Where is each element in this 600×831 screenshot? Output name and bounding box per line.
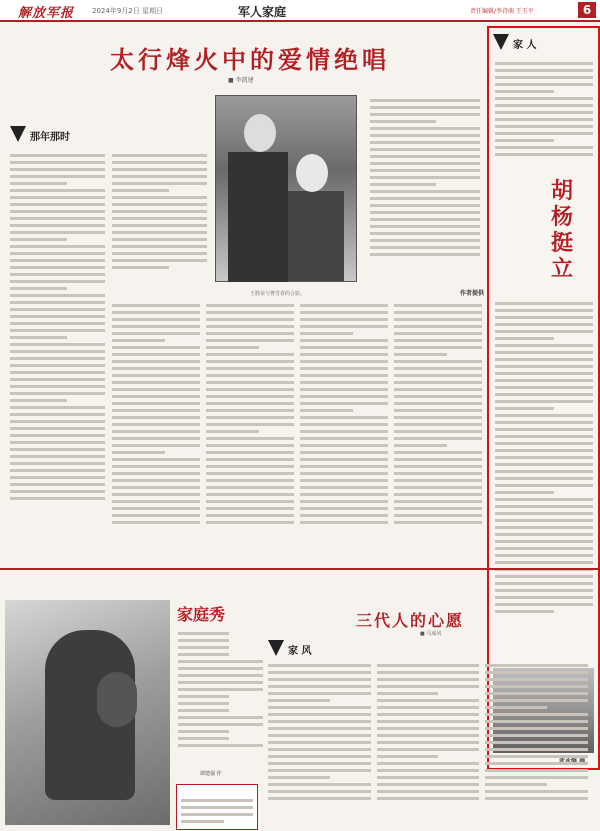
inset-box xyxy=(176,784,258,830)
page-number: 6 xyxy=(578,2,596,18)
family-photo xyxy=(5,600,170,825)
text-column-3 xyxy=(370,95,480,285)
article-title: 太行烽火中的爱情绝唱 xyxy=(110,45,390,74)
family-column-box xyxy=(487,26,600,770)
box-text-bottom xyxy=(495,298,593,658)
poem-author: 谭建强 作 xyxy=(200,771,222,777)
section-mark-icon xyxy=(268,640,284,656)
couple-photo xyxy=(215,95,357,282)
section-mark-icon xyxy=(10,126,26,142)
newspaper-masthead: 解放军报 xyxy=(18,6,75,21)
photo-caption: 王胜荣与曹雪春的合影。 xyxy=(250,291,306,297)
section-mark-icon xyxy=(493,34,509,50)
box-heading: 家 人 xyxy=(513,40,537,51)
family-show-title: 家庭秀 xyxy=(177,605,226,624)
section-heading: 那年那时 xyxy=(30,132,70,143)
section-heading-2: 家 风 xyxy=(288,646,312,657)
poem-block xyxy=(178,628,263,747)
section-title: 军人家庭 xyxy=(238,5,287,19)
article-byline-2: ■ 马成风 xyxy=(420,631,442,637)
box-vertical-title: 胡杨挺立 xyxy=(551,178,574,282)
article-byline: ■ 李凯建 xyxy=(228,77,254,84)
photo-credit: 作者提供 xyxy=(460,290,485,297)
text-column-1 xyxy=(10,150,105,560)
text-columns-lower xyxy=(112,300,482,562)
editor-credits: 责任编辑/李诗萌 王玉平 xyxy=(470,8,534,15)
box-text-top xyxy=(495,58,593,168)
text-column-2 xyxy=(112,150,207,290)
text-columns-bottom xyxy=(268,660,588,825)
section-divider xyxy=(0,568,600,570)
issue-date: 2024年9月2日 星期日 xyxy=(92,7,163,15)
page-header xyxy=(0,0,600,22)
article-title-2: 三代人的心愿 xyxy=(356,611,465,630)
